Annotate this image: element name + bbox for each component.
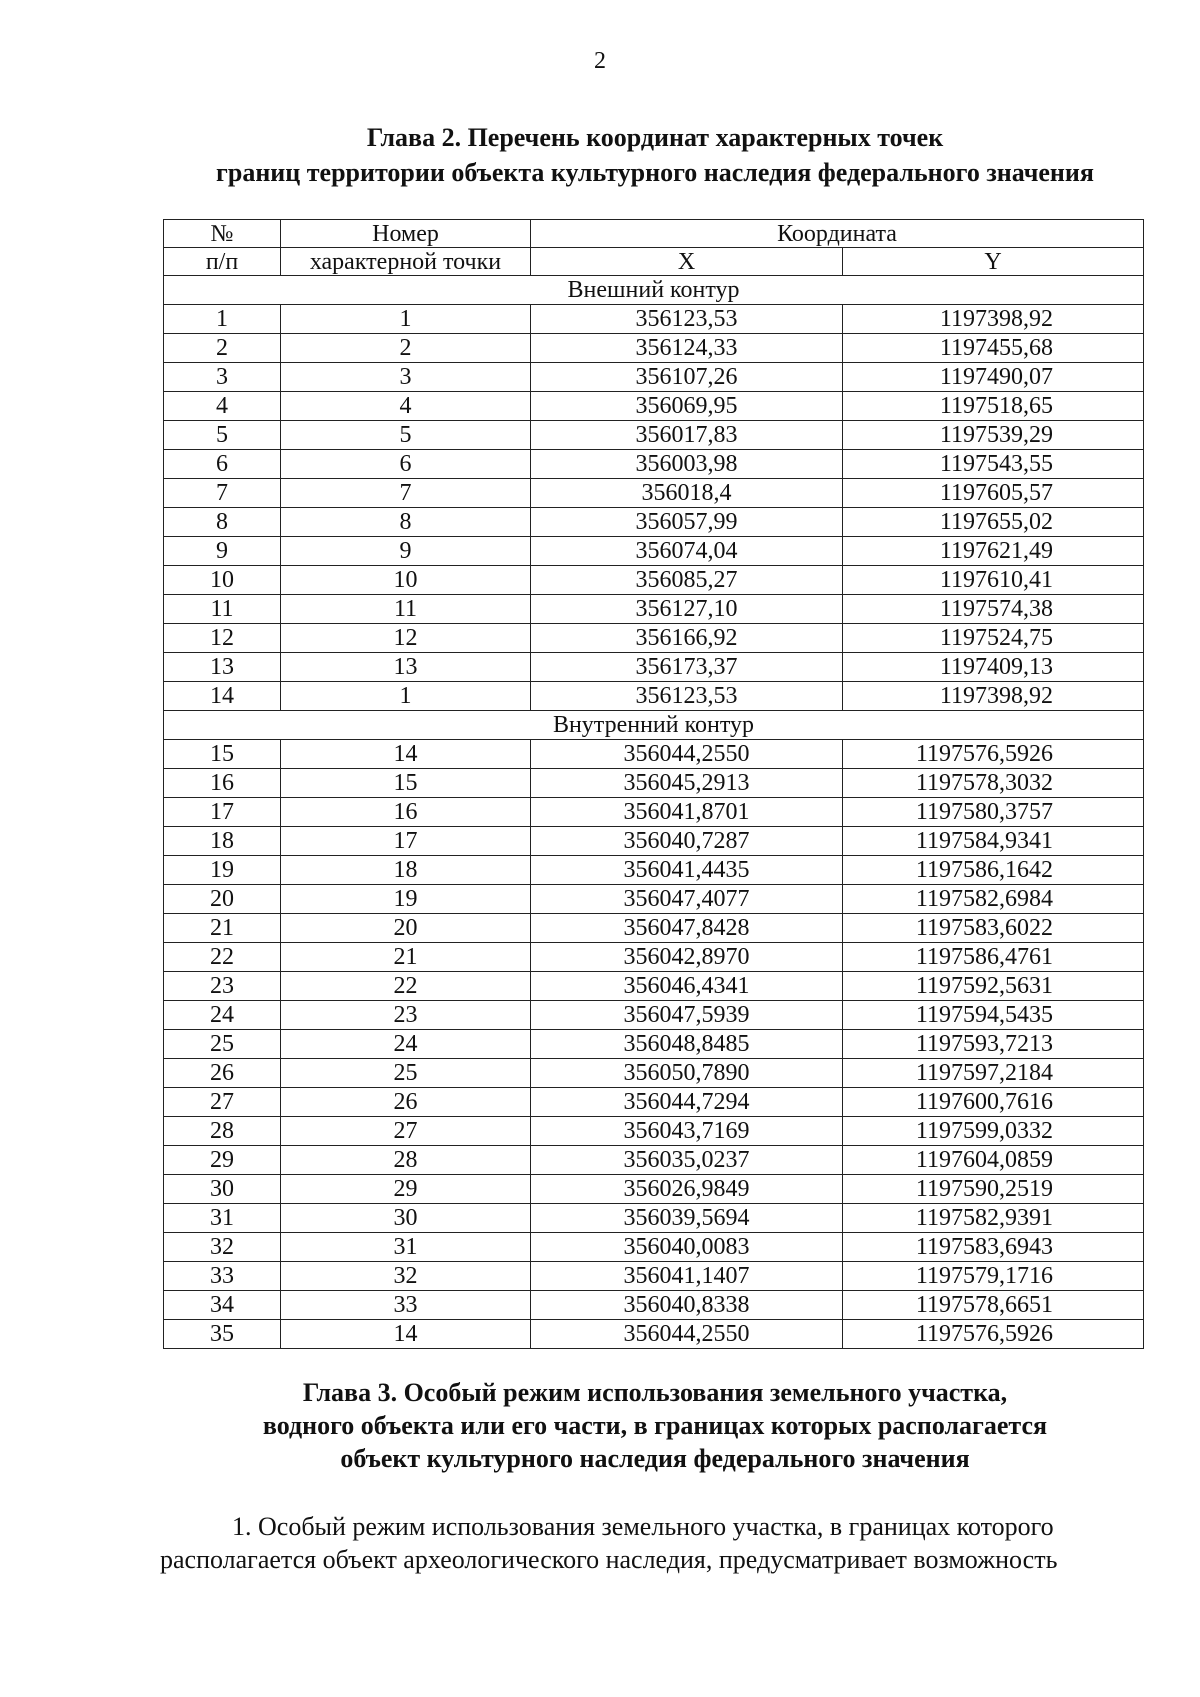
table-row xyxy=(164,885,1144,914)
x-coordinate-cell: 356173,37 xyxy=(531,653,843,682)
point-number-cell: 4 xyxy=(281,392,531,421)
header-x: X xyxy=(531,248,843,276)
table-row xyxy=(164,624,1144,653)
y-coordinate-cell: 1197539,29 xyxy=(843,421,1144,450)
x-coordinate-cell: 356048,8485 xyxy=(531,1030,843,1059)
table-row xyxy=(164,943,1144,972)
x-coordinate-cell: 356047,4077 xyxy=(531,885,843,914)
x-coordinate-cell: 356166,92 xyxy=(531,624,843,653)
y-coordinate-cell: 1197605,57 xyxy=(843,479,1144,508)
row-number-cell: 27 xyxy=(164,1088,281,1117)
x-coordinate-cell: 356018,4 xyxy=(531,479,843,508)
x-coordinate-cell: 356047,5939 xyxy=(531,1001,843,1030)
x-coordinate-cell: 356127,10 xyxy=(531,595,843,624)
y-coordinate-cell: 1197578,3032 xyxy=(843,769,1144,798)
point-number-cell: 32 xyxy=(281,1262,531,1291)
x-coordinate-cell: 356057,99 xyxy=(531,508,843,537)
y-coordinate-cell: 1197593,7213 xyxy=(843,1030,1144,1059)
row-number-cell: 12 xyxy=(164,624,281,653)
table-row xyxy=(164,479,1144,508)
point-number-cell: 17 xyxy=(281,827,531,856)
y-coordinate-cell: 1197590,2519 xyxy=(843,1175,1144,1204)
point-number-cell: 16 xyxy=(281,798,531,827)
table-row xyxy=(164,769,1144,798)
table-row xyxy=(164,1204,1144,1233)
point-number-cell: 15 xyxy=(281,769,531,798)
x-coordinate-cell: 356017,83 xyxy=(531,421,843,450)
point-number-cell: 31 xyxy=(281,1233,531,1262)
row-number-cell: 10 xyxy=(164,566,281,595)
y-coordinate-cell: 1197518,65 xyxy=(843,392,1144,421)
page-number: 2 xyxy=(594,48,606,74)
table-row xyxy=(164,1146,1144,1175)
x-coordinate-cell: 356041,8701 xyxy=(531,798,843,827)
row-number-cell: 29 xyxy=(164,1146,281,1175)
row-number-cell: 9 xyxy=(164,537,281,566)
x-coordinate-cell: 356040,0083 xyxy=(531,1233,843,1262)
point-number-cell: 6 xyxy=(281,450,531,479)
point-number-cell: 11 xyxy=(281,595,531,624)
table-row xyxy=(164,856,1144,885)
row-number-cell: 5 xyxy=(164,421,281,450)
table-row xyxy=(164,566,1144,595)
y-coordinate-cell: 1197576,5926 xyxy=(843,740,1144,769)
header-coordinate: Координата xyxy=(531,220,1144,248)
chapter-3-heading xyxy=(140,1376,1170,1475)
x-coordinate-cell: 356044,2550 xyxy=(531,740,843,769)
header-number-sub: п/п xyxy=(164,248,281,276)
y-coordinate-cell: 1197398,92 xyxy=(843,682,1144,711)
row-number-cell: 16 xyxy=(164,769,281,798)
chapter-2-title-line-2: границ территории объекта культурного наследия федерального значения xyxy=(216,158,1094,187)
table-row xyxy=(164,595,1144,624)
x-coordinate-cell: 356046,4341 xyxy=(531,972,843,1001)
x-coordinate-cell: 356045,2913 xyxy=(531,769,843,798)
chapter-3-title-line-3: объект культурного наследия федерального значения xyxy=(340,1444,970,1473)
row-number-cell: 25 xyxy=(164,1030,281,1059)
table-row xyxy=(164,1233,1144,1262)
x-coordinate-cell: 356040,8338 xyxy=(531,1291,843,1320)
row-number-cell: 35 xyxy=(164,1320,281,1349)
point-number-cell: 33 xyxy=(281,1291,531,1320)
row-number-cell: 22 xyxy=(164,943,281,972)
point-number-cell: 25 xyxy=(281,1059,531,1088)
point-number-cell: 18 xyxy=(281,856,531,885)
x-coordinate-cell: 356047,8428 xyxy=(531,914,843,943)
row-number-cell: 21 xyxy=(164,914,281,943)
row-number-cell: 17 xyxy=(164,798,281,827)
section-title: Внешний контур xyxy=(164,276,1144,305)
point-number-cell: 9 xyxy=(281,537,531,566)
x-coordinate-cell: 356044,2550 xyxy=(531,1320,843,1349)
table-row xyxy=(164,972,1144,1001)
y-coordinate-cell: 1197578,6651 xyxy=(843,1291,1144,1320)
header-number: № xyxy=(164,220,281,248)
y-coordinate-cell: 1197604,0859 xyxy=(843,1146,1144,1175)
row-number-cell: 30 xyxy=(164,1175,281,1204)
y-coordinate-cell: 1197580,3757 xyxy=(843,798,1144,827)
y-coordinate-cell: 1197583,6022 xyxy=(843,914,1144,943)
point-number-cell: 7 xyxy=(281,479,531,508)
table-row xyxy=(164,1117,1144,1146)
point-number-cell: 2 xyxy=(281,334,531,363)
point-number-cell: 3 xyxy=(281,363,531,392)
point-number-cell: 13 xyxy=(281,653,531,682)
point-number-cell: 28 xyxy=(281,1146,531,1175)
y-coordinate-cell: 1197409,13 xyxy=(843,653,1144,682)
point-number-cell: 12 xyxy=(281,624,531,653)
x-coordinate-cell: 356123,53 xyxy=(531,305,843,334)
table-row xyxy=(164,508,1144,537)
y-coordinate-cell: 1197524,75 xyxy=(843,624,1144,653)
y-coordinate-cell: 1197600,7616 xyxy=(843,1088,1144,1117)
row-number-cell: 13 xyxy=(164,653,281,682)
y-coordinate-cell: 1197398,92 xyxy=(843,305,1144,334)
point-number-cell: 5 xyxy=(281,421,531,450)
point-number-cell: 22 xyxy=(281,972,531,1001)
x-coordinate-cell: 356039,5694 xyxy=(531,1204,843,1233)
chapter-2-heading xyxy=(140,120,1170,190)
section-row xyxy=(164,711,1144,740)
row-number-cell: 19 xyxy=(164,856,281,885)
point-number-cell: 29 xyxy=(281,1175,531,1204)
x-coordinate-cell: 356003,98 xyxy=(531,450,843,479)
row-number-cell: 11 xyxy=(164,595,281,624)
y-coordinate-cell: 1197584,9341 xyxy=(843,827,1144,856)
row-number-cell: 7 xyxy=(164,479,281,508)
y-coordinate-cell: 1197576,5926 xyxy=(843,1320,1144,1349)
paragraph-line-2: располагается объект археологического наследия, предусматривает возможность xyxy=(160,1545,1058,1574)
y-coordinate-cell: 1197574,38 xyxy=(843,595,1144,624)
x-coordinate-cell: 356074,04 xyxy=(531,537,843,566)
table-row xyxy=(164,537,1144,566)
y-coordinate-cell: 1197594,5435 xyxy=(843,1001,1144,1030)
paragraph-line-1: 1. Особый режим использования земельного участка, в границах которого xyxy=(232,1512,1054,1541)
point-number-cell: 19 xyxy=(281,885,531,914)
row-number-cell: 6 xyxy=(164,450,281,479)
row-number-cell: 20 xyxy=(164,885,281,914)
table-row xyxy=(164,914,1144,943)
y-coordinate-cell: 1197490,07 xyxy=(843,363,1144,392)
x-coordinate-cell: 356040,7287 xyxy=(531,827,843,856)
table-row xyxy=(164,653,1144,682)
table-row xyxy=(164,798,1144,827)
x-coordinate-cell: 356041,1407 xyxy=(531,1262,843,1291)
y-coordinate-cell: 1197579,1716 xyxy=(843,1262,1144,1291)
row-number-cell: 3 xyxy=(164,363,281,392)
section-title: Внутренний контур xyxy=(164,711,1144,740)
row-number-cell: 31 xyxy=(164,1204,281,1233)
y-coordinate-cell: 1197586,1642 xyxy=(843,856,1144,885)
chapter-3-title-line-2: водного объекта или его части, в границах которых располагается xyxy=(262,1411,1048,1440)
point-number-cell: 20 xyxy=(281,914,531,943)
table-row xyxy=(164,1262,1144,1291)
row-number-cell: 8 xyxy=(164,508,281,537)
row-number-cell: 28 xyxy=(164,1117,281,1146)
chapter-3-paragraph xyxy=(160,1510,1145,1576)
point-number-cell: 27 xyxy=(281,1117,531,1146)
chapter-2-title-line-1: Глава 2. Перечень координат характерных точек xyxy=(366,123,944,152)
y-coordinate-cell: 1197582,6984 xyxy=(843,885,1144,914)
row-number-cell: 15 xyxy=(164,740,281,769)
table-row xyxy=(164,334,1144,363)
table-row xyxy=(164,1059,1144,1088)
row-number-cell: 18 xyxy=(164,827,281,856)
table-row xyxy=(164,740,1144,769)
table-row xyxy=(164,305,1144,334)
point-number-cell: 24 xyxy=(281,1030,531,1059)
row-number-cell: 24 xyxy=(164,1001,281,1030)
point-number-cell: 30 xyxy=(281,1204,531,1233)
y-coordinate-cell: 1197543,55 xyxy=(843,450,1144,479)
y-coordinate-cell: 1197583,6943 xyxy=(843,1233,1144,1262)
chapter-3-title-line-1: Глава 3. Особый режим использования земельного участка, xyxy=(302,1378,1008,1407)
y-coordinate-cell: 1197610,41 xyxy=(843,566,1144,595)
table-row xyxy=(164,1320,1144,1349)
point-number-cell: 23 xyxy=(281,1001,531,1030)
header-point-number: Номер xyxy=(281,220,531,248)
x-coordinate-cell: 356043,7169 xyxy=(531,1117,843,1146)
x-coordinate-cell: 356085,27 xyxy=(531,566,843,595)
y-coordinate-cell: 1197592,5631 xyxy=(843,972,1144,1001)
table-row xyxy=(164,827,1144,856)
row-number-cell: 1 xyxy=(164,305,281,334)
x-coordinate-cell: 356107,26 xyxy=(531,363,843,392)
row-number-cell: 32 xyxy=(164,1233,281,1262)
x-coordinate-cell: 356035,0237 xyxy=(531,1146,843,1175)
y-coordinate-cell: 1197655,02 xyxy=(843,508,1144,537)
table-row xyxy=(164,1088,1144,1117)
row-number-cell: 14 xyxy=(164,682,281,711)
table-row xyxy=(164,1001,1144,1030)
table-row xyxy=(164,1175,1144,1204)
y-coordinate-cell: 1197597,2184 xyxy=(843,1059,1144,1088)
table-row xyxy=(164,450,1144,479)
row-number-cell: 34 xyxy=(164,1291,281,1320)
x-coordinate-cell: 356044,7294 xyxy=(531,1088,843,1117)
point-number-cell: 14 xyxy=(281,1320,531,1349)
x-coordinate-cell: 356026,9849 xyxy=(531,1175,843,1204)
x-coordinate-cell: 356069,95 xyxy=(531,392,843,421)
table-row xyxy=(164,1030,1144,1059)
table-row xyxy=(164,392,1144,421)
point-number-cell: 21 xyxy=(281,943,531,972)
header-point-number-sub: характерной точки xyxy=(281,248,531,276)
x-coordinate-cell: 356042,8970 xyxy=(531,943,843,972)
coordinates-table-body xyxy=(164,276,1144,1349)
point-number-cell: 8 xyxy=(281,508,531,537)
point-number-cell: 1 xyxy=(281,305,531,334)
row-number-cell: 33 xyxy=(164,1262,281,1291)
point-number-cell: 14 xyxy=(281,740,531,769)
x-coordinate-cell: 356123,53 xyxy=(531,682,843,711)
table-row xyxy=(164,1291,1144,1320)
header-y: Y xyxy=(843,248,1144,276)
row-number-cell: 23 xyxy=(164,972,281,1001)
x-coordinate-cell: 356050,7890 xyxy=(531,1059,843,1088)
point-number-cell: 1 xyxy=(281,682,531,711)
x-coordinate-cell: 356124,33 xyxy=(531,334,843,363)
y-coordinate-cell: 1197586,4761 xyxy=(843,943,1144,972)
y-coordinate-cell: 1197621,49 xyxy=(843,537,1144,566)
section-row xyxy=(164,276,1144,305)
row-number-cell: 2 xyxy=(164,334,281,363)
table-row xyxy=(164,682,1144,711)
row-number-cell: 26 xyxy=(164,1059,281,1088)
point-number-cell: 26 xyxy=(281,1088,531,1117)
y-coordinate-cell: 1197599,0332 xyxy=(843,1117,1144,1146)
table-row xyxy=(164,421,1144,450)
point-number-cell: 10 xyxy=(281,566,531,595)
x-coordinate-cell: 356041,4435 xyxy=(531,856,843,885)
table-row xyxy=(164,363,1144,392)
y-coordinate-cell: 1197455,68 xyxy=(843,334,1144,363)
coordinates-table xyxy=(163,219,1144,1349)
y-coordinate-cell: 1197582,9391 xyxy=(843,1204,1144,1233)
row-number-cell: 4 xyxy=(164,392,281,421)
